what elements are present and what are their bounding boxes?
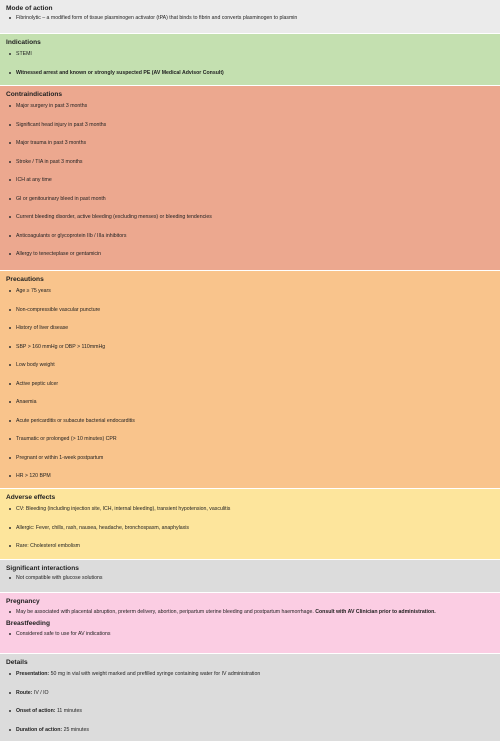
detail-value: 25 minutes (63, 726, 89, 733)
list-item: Low body weight (6, 361, 494, 369)
list-item: Stroke / TIA in past 3 months (6, 158, 494, 166)
pregnancy-consult-note: Consult with AV Clinician prior to administration. (315, 609, 436, 615)
details-title: Details (6, 659, 28, 666)
list-item: Fibrinolytic – a modified form of tissue plasminogen activator (tPA) that binds to fibrin and converts plasminogen to plasmin (6, 14, 494, 22)
list-item: Major surgery in past 3 months (6, 102, 494, 110)
list-item: Age ≥ 75 years (6, 287, 494, 295)
mode-of-action-list (6, 14, 494, 22)
adverse-effects-list (6, 505, 494, 550)
detail-label: Route: (16, 689, 33, 696)
list-item: Witnessed arrest and known or strongly suspected PE (AV Medical Advisor Consult) (6, 69, 494, 77)
details-section (0, 654, 500, 742)
breastfeeding-title: Breastfeeding (6, 620, 50, 627)
list-item: Pregnant or within 1-week postpartum (6, 454, 494, 462)
list-item: Anaemia (6, 398, 494, 406)
mode-of-action-title: Mode of action (6, 5, 53, 12)
mode-of-action-section (0, 0, 500, 34)
list-item: GI or genitourinary bleed in past month (6, 195, 494, 203)
details-list (6, 670, 494, 734)
list-item: ICH at any time (6, 176, 494, 184)
pregnancy-breastfeeding-section (0, 593, 500, 654)
list-item: Allergy to tenecteplase or gentamicin (6, 250, 494, 258)
list-item: Acute pericarditis or subacute bacterial endocarditis (6, 417, 494, 425)
adverse-effects-section (0, 489, 500, 560)
list-item: Current bleeding disorder, active bleeding (excluding menses) or bleeding tendencies (6, 213, 494, 221)
detail-label: Duration of action: (16, 726, 63, 733)
significant-interactions-section (0, 560, 500, 593)
significant-interactions-list (6, 574, 494, 582)
detail-value: 11 minutes (56, 708, 82, 714)
contraindications-title: Contraindications (6, 91, 63, 98)
list-item: Active peptic ulcer (6, 380, 494, 388)
list-item: Major trauma in past 3 months (6, 139, 494, 147)
list-item (6, 707, 494, 715)
list-item: Considered safe to use for AV indications (6, 630, 494, 638)
precautions-title: Precautions (6, 276, 44, 283)
precautions-section (0, 271, 500, 489)
list-item: Traumatic or prolonged (> 10 minutes) CPR (6, 435, 494, 443)
detail-value: IV / IO (33, 689, 49, 696)
list-item (6, 726, 494, 734)
list-item: Rare: Cholesterol embolism (6, 542, 494, 550)
contraindications-section (0, 86, 500, 271)
list-item (6, 670, 494, 678)
list-item: CV: Bleeding (including injection site, ICH, internal bleeding), transient hypotension, vasculitis (6, 505, 494, 513)
pregnancy-text: May be associated with placental abruption, preterm delivery, abortion, peripartum uterine bleeding and postpartum haemorrhage. (16, 609, 314, 615)
contraindications-list (6, 102, 494, 258)
indications-title: Indications (6, 39, 41, 46)
list-item: STEMI (6, 50, 494, 58)
list-item: Anticoagulants or glycoprotein IIb / IIIa inhibitors (6, 232, 494, 240)
list-item: Non-compressible vascular puncture (6, 306, 494, 314)
list-item: Significant head injury in past 3 months (6, 121, 494, 129)
list-item: History of liver disease (6, 324, 494, 332)
list-item: HR > 120 BPM (6, 472, 494, 480)
pregnancy-title: Pregnancy (6, 598, 40, 605)
detail-label: Presentation: (16, 671, 50, 677)
list-item: Not compatible with glucose solutions (6, 574, 494, 582)
significant-interactions-title: Significant interactions (6, 565, 79, 572)
list-item (6, 608, 494, 616)
list-item (6, 689, 494, 697)
adverse-effects-title: Adverse effects (6, 494, 56, 501)
list-item: Allergic: Fever, chills, rash, nausea, headache, bronchospasm, anaphylaxis (6, 524, 494, 532)
detail-label: Onset of action: (16, 708, 56, 714)
detail-value: 50 mg in vial with weight marked and prefilled syringe containing water for IV administration (50, 671, 261, 677)
list-item: SBP > 160 mmHg or DBP > 110mmHg (6, 343, 494, 351)
breastfeeding-list (6, 630, 494, 638)
precautions-list (6, 287, 494, 480)
indications-list (6, 50, 494, 77)
pregnancy-list (6, 608, 494, 616)
indications-section (0, 34, 500, 86)
